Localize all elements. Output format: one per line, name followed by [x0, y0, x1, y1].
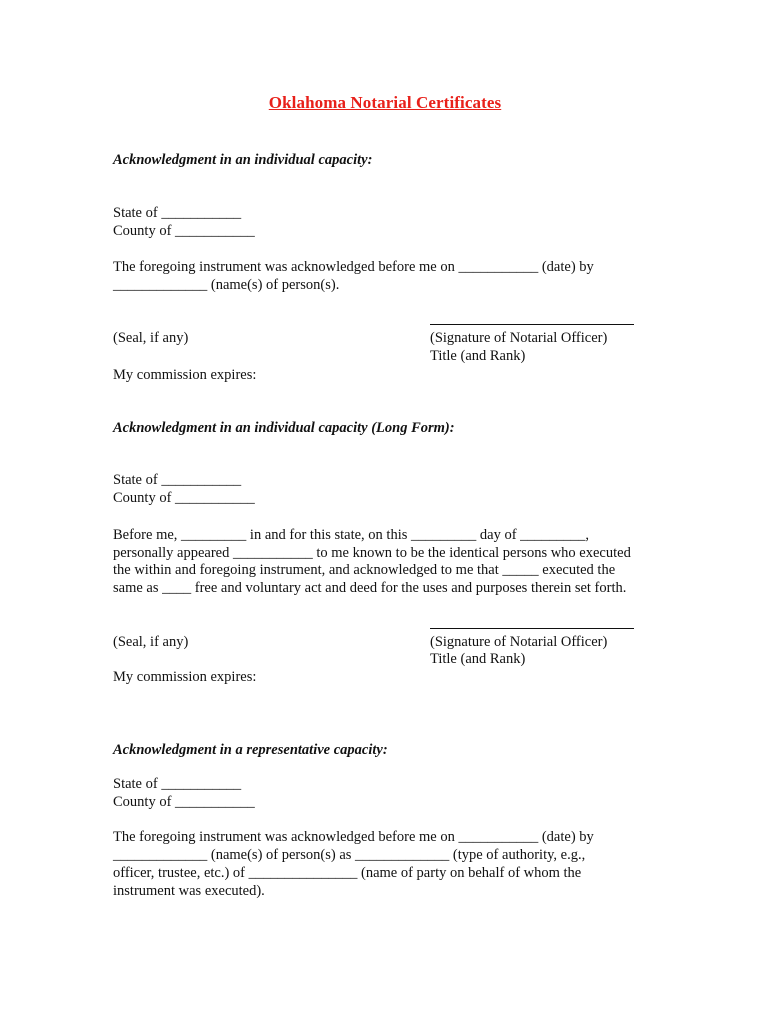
- section2-signature-label: (Signature of Notarial Officer): [430, 634, 608, 650]
- section2-body-line: personally appeared ___________ to me known to be the identical persons who executed: [113, 545, 631, 561]
- section2-county-line: County of ___________: [113, 490, 255, 506]
- section1-commission-label: My commission expires:: [113, 367, 257, 383]
- section2-body-line: same as ____ free and voluntary act and deed for the uses and purposes therein set forth.: [113, 580, 627, 596]
- section1-signature-rule: [430, 324, 634, 325]
- section1-state-line: State of ___________: [113, 205, 242, 221]
- section2-seal-label: (Seal, if any): [113, 634, 189, 650]
- section3-state-line: State of ___________: [113, 776, 242, 792]
- section2-body-line: the within and foregoing instrument, and acknowledged to me that _____ executed the: [113, 562, 616, 578]
- section3-body-line: officer, trustee, etc.) of _______________ (name of party on behalf of whom the: [113, 865, 582, 881]
- section1-heading: Acknowledgment in an individual capacity:: [113, 152, 373, 168]
- section1-body-line: The foregoing instrument was acknowledged before me on ___________ (date) by: [113, 259, 594, 275]
- section1-signature-label: (Signature of Notarial Officer): [430, 330, 608, 346]
- section1-title-rank-label: Title (and Rank): [430, 348, 526, 364]
- section1-county-line: County of ___________: [113, 223, 255, 239]
- section3-heading: Acknowledgment in a representative capacity:: [113, 742, 388, 758]
- section2-heading: Acknowledgment in an individual capacity (Long Form):: [113, 420, 455, 436]
- section1-body-line: _____________ (name(s) of person(s).: [113, 277, 340, 293]
- section3-body-line: instrument was executed).: [113, 883, 265, 899]
- section2-state-line: State of ___________: [113, 472, 242, 488]
- section1-seal-label: (Seal, if any): [113, 330, 189, 346]
- section2-signature-rule: [430, 628, 634, 629]
- section2-title-rank-label: Title (and Rank): [430, 651, 526, 667]
- section3-body-line: _____________ (name(s) of person(s) as _____________ (type of authority, e.g.,: [113, 847, 586, 863]
- section3-county-line: County of ___________: [113, 794, 255, 810]
- section2-body-line: Before me, _________ in and for this state, on this _________ day of _________,: [113, 527, 590, 543]
- document-title: Oklahoma Notarial Certificates: [268, 93, 502, 112]
- section3-body-line: The foregoing instrument was acknowledged before me on ___________ (date) by: [113, 829, 594, 845]
- section2-commission-label: My commission expires:: [113, 669, 257, 685]
